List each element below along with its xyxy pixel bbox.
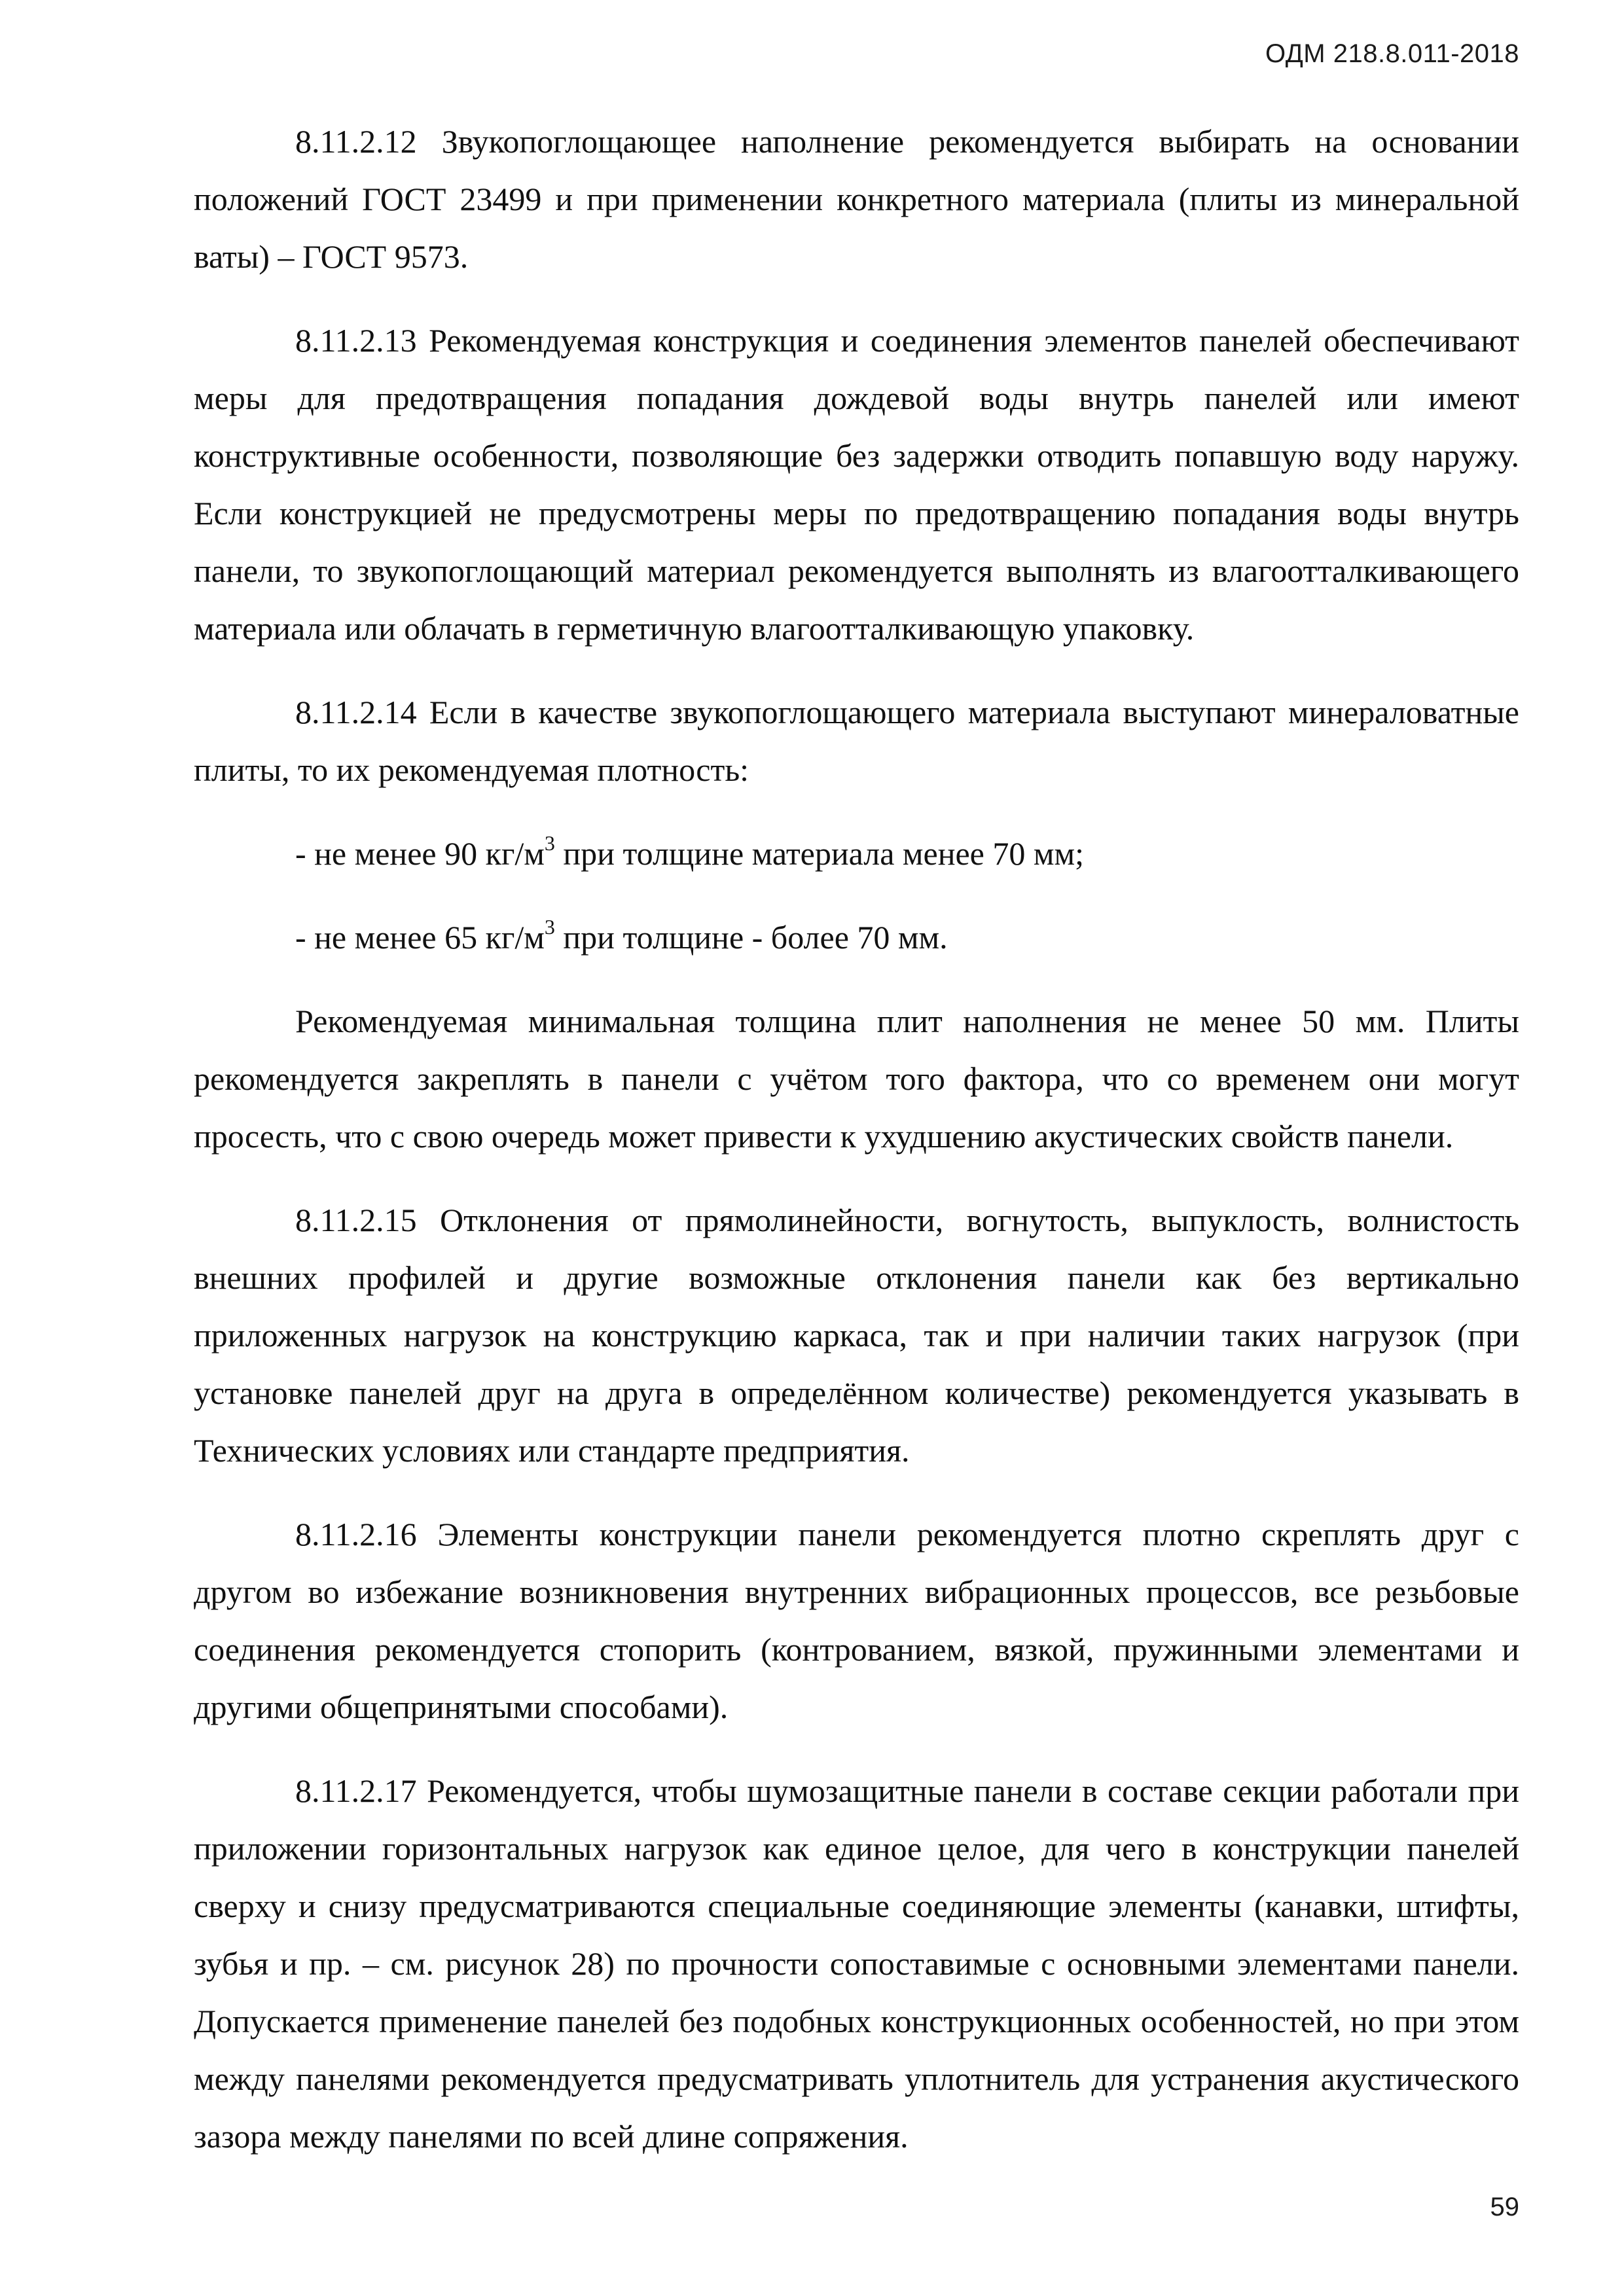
paragraph-8-11-2-17: 8.11.2.17 Рекомендуется, чтобы шумозащитные панели в составе секции работали при приложении горизонтальных нагрузок как единое целое, для чего в конструкции панелей сверху и снизу предусматриваются специальные соединяющие элементы (канавки, штифты, зубья и пр. – см. рисунок 28) по прочности сопоставимые с основными элементами панели. Допускается применение панелей без подобных конструкционных особенностей, но при этом между панелями рекомендуется предусматривать уплотнитель для устранения акустического зазора между панелями по всей длине сопряжения. <box>194 1772 1519 2155</box>
list-item-suffix: при толщине материала менее 70 мм; <box>554 835 1085 872</box>
paragraph-8-11-2-12: 8.11.2.12 Звукопоглощающее наполнение рекомендуется выбирать на основании положений ГОСТ 23499 и при применении конкретного материала (плиты из минеральной ваты) – ГОСТ 9573. <box>194 123 1519 275</box>
paragraph-8-11-2-13: 8.11.2.13 Рекомендуемая конструкция и соединения элементов панелей обеспечивают меры для предотвращения попадания дождевой воды внутрь панелей или имеют конструктивные особенности, позволяющие без задержки отводить попавшую воду наружу. Если конструкцией не предусмотрены меры по предотвращению попадания воды внутрь панели, то звукопоглощающий материал рекомендуется выполнять из влагоотталкивающего материала или облачать в герметичную влагоотталкивающую упаковку. <box>194 322 1519 647</box>
list-item-prefix: - не менее 65 кг/м <box>295 919 545 956</box>
paragraph-8-11-2-15: 8.11.2.15 Отклонения от прямолинейности, вогнутость, выпуклость, волнистость внешних профилей и другие возможные отклонения панели как без вертикально приложенных нагрузок на конструкцию каркаса, так и при наличии таких нагрузок (при установке панелей друг на друга в определённом количестве) рекомендуется указывать в Технических условиях или стандарте предприятия. <box>194 1202 1519 1469</box>
list-item-prefix: - не менее 90 кг/м <box>295 835 545 872</box>
superscript-cubic: 3 <box>544 831 555 855</box>
list-item-density-65 <box>194 908 1519 966</box>
list-item-density-90 <box>194 825 1519 882</box>
paragraph-8-11-2-14: 8.11.2.14 Если в качестве звукопоглощающего материала выступают минераловатные плиты, то их рекомендуемая плотность: <box>194 694 1519 788</box>
document-code-header: ОДМ 218.8.011-2018 <box>1265 39 1519 68</box>
paragraph-min-thickness: Рекомендуемая минимальная толщина плит наполнения не менее 50 мм. Плиты рекомендуется закреплять в панели с учётом того фактора, что со временем они могут просесть, что с свою очередь может привести к ухудшению акустических свойств панели. <box>194 1003 1519 1155</box>
document-body <box>194 113 1519 2191</box>
list-item-suffix: при толщине - более 70 мм. <box>554 919 948 956</box>
page-number: 59 <box>1490 2193 1519 2221</box>
superscript-cubic: 3 <box>544 915 555 939</box>
paragraph-8-11-2-16: 8.11.2.16 Элементы конструкции панели рекомендуется плотно скреплять друг с другом во избежание возникновения внутренних вибрационных процессов, все резьбовые соединения рекомендуется стопорить (контрованием, вязкой, пружинными элементами и другими общепринятыми способами). <box>194 1516 1519 1725</box>
